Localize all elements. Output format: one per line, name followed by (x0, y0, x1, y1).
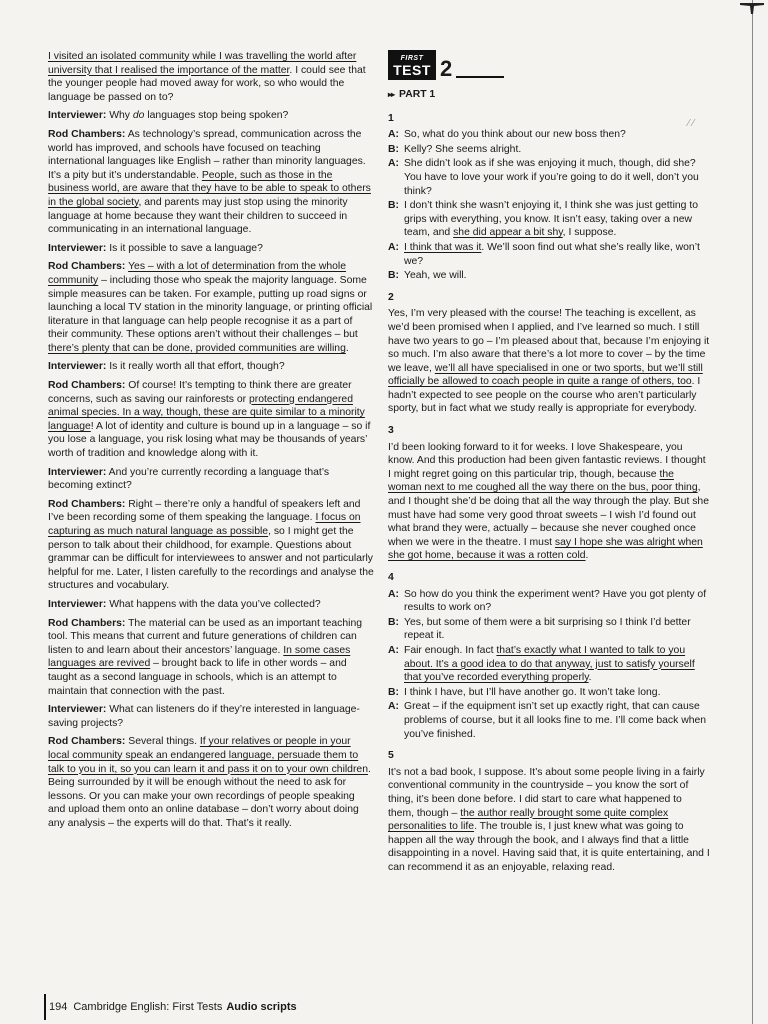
section-number: 1 (388, 112, 394, 124)
speaker-label: B: (388, 200, 399, 212)
interview-transcript (48, 109, 374, 830)
text-run: Several things. (125, 736, 200, 748)
section-number: 4 (388, 572, 394, 583)
test-badge-first: FIRST (400, 55, 424, 62)
text-run: ! A lot of identity and culture is bound up in a language – so if you lose a language, you risk losing what may be thousands of years’ worth of tradition and knowledge along with it. (48, 420, 371, 460)
text-run: – including those who speak the majority language. Some simple measures can be taken. For example, putting up road signs or launching a local TV station in the minority language, or printing official literature in that language can help people recognise it as a part of their community. These options aren’t without their challenges – but (48, 274, 373, 341)
speaker-label: A: (388, 158, 399, 170)
speaker-label: A: (388, 588, 399, 600)
text-run: – brought back to life in other words – and taught as a second language in schools, which is an attempt to maintain that connection with the past. (48, 658, 347, 697)
text-run: Kelly? She seems alright. (404, 143, 522, 155)
speaker-label: Interviewer: (48, 598, 107, 610)
monologue-paragraph (388, 766, 710, 875)
transcript-turn (48, 128, 374, 237)
text-run: . I hadn’t expected to see people on the course who aren’t particularly sporty, but in fact what we study really is appropriate for everybody. (388, 376, 701, 415)
dialogue-text (404, 588, 710, 615)
transcript-turn (48, 242, 374, 256)
text-run: What can listeners do if they’re interested in language-saving projects? (48, 704, 360, 729)
text-run: Right – there’re only a handful of speakers left and I’ve been recording some of them speaking the language. (48, 498, 361, 524)
text-run: . I could see that the younger people had moved away for work, so who would the language be passed on to? (48, 64, 366, 103)
dialogue-line (388, 143, 710, 157)
text-run: I’d been looking forward to it for weeks. I love Shakespeare, you know. And this production had been given fantastic reviews. I thought I might regret going on this particular trip, though, because (388, 441, 706, 480)
dialogue-line (388, 686, 710, 700)
test-heading-rule (456, 76, 504, 78)
text-run: . The trouble is, I just knew what was going to happen all the way through the book, and I always find that a little disappointing in a novel. Having said that, it is quite entertaining, and I can recommend it as an enjoyable, relaxing read. (388, 821, 710, 873)
underlined-answer: protecting endangered animal species. In a way, though, these are quite similar to a minority language (48, 393, 365, 432)
dialogue-text (404, 616, 710, 643)
speaker-label: B: (388, 270, 399, 282)
speaker-label: A: (388, 129, 399, 141)
transcript-turn (48, 360, 374, 374)
text-run: Yes, but some of them were a bit surprising so I think I’d better repeat it. (404, 616, 691, 642)
text-run: , and parents may just stop using the minority language at home because they want their children to succeed in communicating in an international language. (48, 196, 348, 236)
speaker-label: Rod Chambers: (48, 261, 126, 273)
speaker-label: Interviewer: (48, 361, 107, 373)
page-edge-line (752, 0, 753, 1024)
audio-script-sections (388, 112, 710, 875)
dialogue-line (388, 241, 710, 268)
transcript-turn (48, 466, 374, 493)
monologue-paragraph (388, 441, 710, 563)
underlined-answer: we’ll all have specialised in one or two sports, but we’ll still officially be allowed to coach people in quite a range of others, too (388, 362, 703, 388)
underlined-answer: In some cases languages are revived (48, 644, 351, 670)
dialogue-text (404, 686, 710, 700)
dialogue-line (388, 199, 710, 240)
dialogue-text (404, 644, 710, 685)
text-run: . (585, 550, 589, 562)
dialogue-text (404, 269, 710, 283)
dialogue-line (388, 128, 710, 142)
dialogue-line (388, 588, 710, 615)
text-run: She didn’t look as if she was enjoying it much, though, did she? You have to love your work if you’re going to do it well, don’t you think? (404, 158, 699, 197)
text-run: . (588, 672, 592, 684)
text-run: Fair enough. In fact (404, 644, 497, 656)
dialogue-line (388, 269, 710, 283)
text-run: What happens with the data you’ve collected? (106, 598, 321, 610)
speaker-label: Rod Chambers: (48, 736, 126, 748)
test-number: 2 (440, 56, 453, 81)
right-column (388, 50, 710, 879)
text-run: , I suppose. (562, 227, 617, 239)
dialogue-text (404, 143, 710, 157)
underlined-answer: say I hope she was alright when she got home, because it was a rotten cold (388, 536, 703, 562)
speaker-label: Rod Chambers: (48, 617, 126, 629)
text-run: I don’t think she wasn’t enjoying it, I think she was just getting to grips with everything, you know. It isn’t easy, taking over a new team, and (404, 200, 698, 239)
transcript-turn (48, 109, 374, 123)
underlined-answer: I think that was it (404, 241, 482, 253)
section-number: 5 (388, 750, 394, 762)
dialogue-text (404, 241, 710, 268)
speaker-label: B: (388, 616, 399, 628)
speaker-label: B: (388, 143, 399, 155)
underlined-answer: the author really brought some quite complex personalities to life (388, 807, 669, 833)
text-run: languages stop being spoken? (144, 110, 289, 122)
text-run: . We’ll soon find out what she’s really like, won’t we? (404, 241, 700, 267)
text-run: Why (106, 110, 133, 122)
text-run: The material can be used as an important teaching tool. This means that current and future generations of children can listen to and learn about their ancestors’ language. (48, 617, 363, 656)
speaker-label: A: (388, 241, 399, 253)
speaker-label: Interviewer: (48, 466, 107, 478)
speaker-label: A: (388, 644, 399, 656)
speaker-label: A: (388, 701, 399, 713)
emphasis-text: do (132, 110, 145, 122)
text-run: Great – if the equipment isn’t set up exactly right, that can cause problems of course, but it all looks fine to me. I’ll come back when you’ve finished. (404, 701, 707, 740)
underlined-answer: she did appear a bit shy (453, 227, 563, 239)
transcript-turn (48, 703, 374, 730)
text-run: . (345, 342, 349, 354)
text-run: , and I thought she’d be doing that all the way through the play. But she must have had some very good throat sweets – I wish I’d found out what brand they were, actually – because she never coughed once when we were in the theatre. I must (388, 482, 709, 548)
speaker-label: B: (388, 686, 399, 698)
dialogue-text (404, 199, 710, 240)
underlined-answer: that’s exactly what I wanted to talk to you about. It’s a good idea to do that anyway, just to satisfy yourself that you’ve recorded everything properly (404, 644, 695, 684)
part-arrows-icon: ▸▸ (388, 90, 395, 99)
underlined-answer: the woman next to me coughed all the way there on the bus, poor thing (388, 468, 698, 494)
pencil-scribble: ⁄ ⁄ (688, 118, 695, 129)
monologue-paragraph (388, 307, 710, 416)
dialogue-line (388, 616, 710, 643)
text-run: So, what do you think about our new boss then? (404, 129, 626, 141)
underlined-answer: If your relatives or people in your local community speak an endangered language, persuade them to talk to you in it, so you can learn it and pass it on to your own children (48, 736, 368, 775)
speaker-label: Rod Chambers: (48, 128, 126, 140)
underlined-answer: there’s plenty that can be done, provided communities are willing (48, 342, 346, 354)
text-run: Is it possible to save a language? (106, 242, 263, 254)
transcript-turn (48, 735, 374, 830)
transcript-turn (48, 260, 374, 355)
underlined-answer: Yes – with a lot of determination from the whole community (48, 261, 347, 286)
speaker-label: Rod Chambers: (48, 498, 126, 510)
text-run: . Being surrounded by it will be enough without the need to ask for lessons. Or you can make your own recordings of people speaking and upload them onto an online database – don’t worry about doing any analysis – the experts will do that. That’s it really. (48, 763, 371, 829)
left-column (48, 50, 374, 835)
part-label: PART 1 (399, 89, 436, 100)
speaker-label: Rod Chambers: (48, 380, 126, 392)
speaker-label: Interviewer: (48, 110, 107, 122)
text-run: As technology’s spread, communication across the world has improved, and schools have focused on teaching international languages like English – rather than minority languages. It’s a pity but it’s understandable. (48, 128, 366, 181)
section-number: 3 (388, 425, 394, 437)
transcript-turn (48, 498, 374, 593)
speaker-label: Interviewer: (48, 704, 107, 716)
text-run: Of course! It’s tempting to think there are greater concerns, such as saving our rainforests or (48, 380, 352, 405)
text-run: Yeah, we will. (404, 270, 467, 282)
text-run: , so I might get the person to talk about their childhood, for example. Questions about grammar can be difficult for interviewees to answer and not particularly helpful for me. Later, I listen carefully to the recordings and analyse the structures and vocabulary. (48, 526, 374, 592)
transcript-turn (48, 617, 374, 699)
intro-paragraph (48, 50, 374, 104)
part-heading (388, 88, 710, 102)
test-badge (388, 50, 436, 80)
section-title: Audio scripts (226, 1001, 297, 1013)
dialogue-text (404, 128, 710, 142)
page-footer (44, 994, 297, 1020)
transcript-turn (48, 598, 374, 612)
text-run: So how do you think the experiment went? Have you got plenty of results to work on? (404, 588, 707, 614)
dialogue-text (404, 700, 710, 741)
text-run: It’s not a bad book, I suppose. It’s about some people living in a fairly conventional community in the countryside – you know the sort of thing, it’s been done before. I did start to care what happened to them, though – (388, 766, 705, 819)
text-run: Yes, I’m very pleased with the course! The teaching is excellent, as we’d been promised when I applied, and I’ve learned so much. I still have two years to go – I’m pleased about that, because I’m enjoying it so much. I’m also aware that there’s a lot more to cover – by the time we leave, (388, 308, 710, 374)
publication-title: Cambridge English: First Tests (73, 1001, 223, 1013)
page-number: 194 (49, 1001, 68, 1013)
underlined-answer: I visited an isolated community while I was travelling the world after university that I realised the importance of the matter (48, 51, 357, 76)
test-heading (388, 50, 710, 80)
transcript-turn (48, 379, 374, 461)
dialogue-line (388, 157, 710, 198)
underlined-answer: I focus on capturing as much natural language as possible (48, 512, 361, 537)
speaker-label: Interviewer: (48, 242, 107, 254)
text-run: I think I have, but I’ll have another go. It won’t take long. (404, 686, 661, 698)
test-badge-word: TEST (393, 62, 431, 79)
binding-mark-icon (740, 0, 764, 14)
underlined-answer: People, such as those in the business world, are aware that they have to be able to speak to others in the global society (48, 169, 371, 208)
section-number: 2 (388, 291, 394, 303)
text-run: Is it really worth all that effort, though? (106, 361, 285, 373)
footer-bar (44, 994, 46, 1020)
dialogue-text (404, 157, 710, 198)
text-run: And you’re currently recording a language that’s becoming extinct? (48, 466, 330, 492)
dialogue-line (388, 644, 710, 685)
dialogue-line (388, 700, 710, 741)
